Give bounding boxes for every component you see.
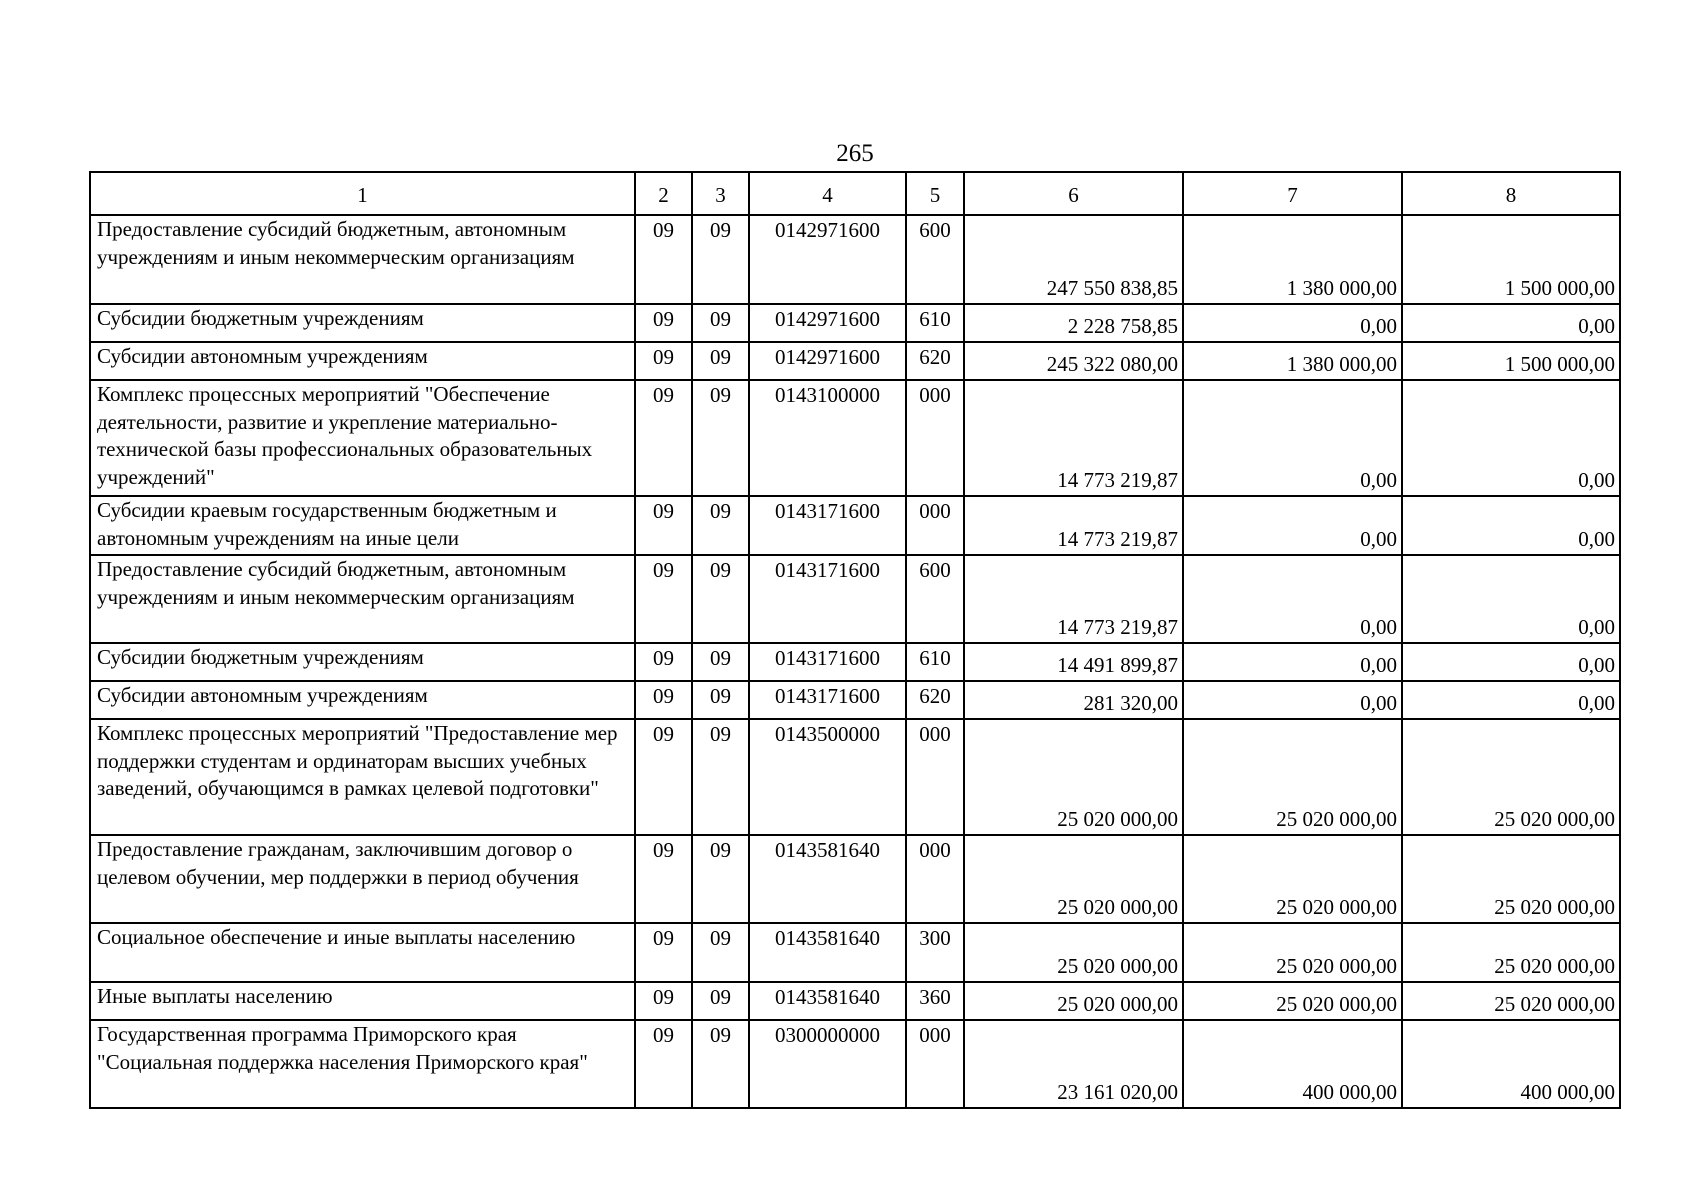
row-code: 610: [906, 643, 964, 681]
row-amount: 0,00: [1402, 555, 1620, 643]
row-code: 0143100000: [749, 380, 906, 496]
row-name: Государственная программа Приморского края "Социальная поддержка населения Приморского края": [90, 1020, 635, 1108]
row-name: Субсидии автономным учреждениям: [90, 681, 635, 719]
row-code: 300: [906, 923, 964, 982]
row-code: 000: [906, 380, 964, 496]
row-amount: 400 000,00: [1402, 1020, 1620, 1108]
column-header: 4: [749, 172, 906, 215]
row-name: Субсидии краевым государственным бюджетным и автономным учреждениям на иные цели: [90, 496, 635, 555]
row-code: 09: [635, 719, 692, 835]
row-amount: 400 000,00: [1183, 1020, 1402, 1108]
row-amount: 25 020 000,00: [1402, 835, 1620, 923]
row-amount: 25 020 000,00: [1183, 923, 1402, 982]
table-header-row: [90, 172, 1620, 215]
row-code: 0143171600: [749, 555, 906, 643]
row-code: 000: [906, 1020, 964, 1108]
row-amount: 0,00: [1402, 681, 1620, 719]
row-amount: 25 020 000,00: [1183, 835, 1402, 923]
row-code: 0143581640: [749, 982, 906, 1020]
row-code: 09: [692, 643, 749, 681]
row-code: 09: [635, 982, 692, 1020]
budget-table: [89, 171, 1621, 1109]
row-code: 0143500000: [749, 719, 906, 835]
row-code: 0143171600: [749, 643, 906, 681]
row-code: 620: [906, 681, 964, 719]
row-code: 600: [906, 215, 964, 304]
row-amount: 247 550 838,85: [964, 215, 1183, 304]
row-code: 09: [635, 923, 692, 982]
row-code: 000: [906, 719, 964, 835]
row-code: 09: [692, 982, 749, 1020]
table-row: [90, 835, 1620, 923]
column-header: 3: [692, 172, 749, 215]
row-code: 0143581640: [749, 923, 906, 982]
row-name: Комплекс процессных мероприятий "Обеспечение деятельности, развитие и укрепление материально-технической базы профессиональных образовательных учреждений": [90, 380, 635, 496]
row-code: 09: [692, 496, 749, 555]
row-amount: 0,00: [1183, 681, 1402, 719]
row-amount: 1 500 000,00: [1402, 342, 1620, 380]
row-amount: 2 228 758,85: [964, 304, 1183, 342]
row-amount: 25 020 000,00: [964, 923, 1183, 982]
row-code: 09: [692, 923, 749, 982]
row-name: Предоставление субсидий бюджетным, автономным учреждениям и иным некоммерческим организациям: [90, 555, 635, 643]
row-amount: 0,00: [1183, 304, 1402, 342]
row-amount: 25 020 000,00: [1183, 719, 1402, 835]
table-row: [90, 380, 1620, 496]
row-code: 09: [692, 304, 749, 342]
row-code: 09: [635, 835, 692, 923]
row-code: 09: [635, 555, 692, 643]
row-amount: 245 322 080,00: [964, 342, 1183, 380]
row-code: 09: [692, 719, 749, 835]
row-code: 620: [906, 342, 964, 380]
row-code: 0143171600: [749, 496, 906, 555]
row-code: 09: [692, 555, 749, 643]
row-code: 000: [906, 496, 964, 555]
row-code: 09: [692, 215, 749, 304]
table-row: [90, 496, 1620, 555]
row-amount: 25 020 000,00: [1402, 719, 1620, 835]
table-row: [90, 304, 1620, 342]
row-name: Субсидии автономным учреждениям: [90, 342, 635, 380]
table-row: [90, 681, 1620, 719]
table-row: [90, 215, 1620, 304]
row-code: 09: [635, 304, 692, 342]
row-amount: 281 320,00: [964, 681, 1183, 719]
page-number: 265: [836, 140, 874, 167]
row-code: 09: [635, 681, 692, 719]
column-header: 8: [1402, 172, 1620, 215]
row-code: 09: [692, 835, 749, 923]
table-row: [90, 643, 1620, 681]
table-row: [90, 923, 1620, 982]
row-amount: 14 773 219,87: [964, 380, 1183, 496]
column-header: 2: [635, 172, 692, 215]
row-amount: 25 020 000,00: [964, 835, 1183, 923]
row-code: 600: [906, 555, 964, 643]
row-code: 09: [635, 215, 692, 304]
table-row: [90, 1020, 1620, 1108]
row-code: 09: [635, 380, 692, 496]
row-amount: 23 161 020,00: [964, 1020, 1183, 1108]
row-amount: 25 020 000,00: [1402, 982, 1620, 1020]
row-code: 0143171600: [749, 681, 906, 719]
row-amount: 1 380 000,00: [1183, 215, 1402, 304]
row-amount: 0,00: [1402, 643, 1620, 681]
row-code: 09: [692, 1020, 749, 1108]
row-amount: 25 020 000,00: [964, 982, 1183, 1020]
row-name: Комплекс процессных мероприятий "Предоставление мер поддержки студентам и ординаторам высших учебных заведений, обучающимся в рамках целевой подготовки": [90, 719, 635, 835]
row-amount: 0,00: [1183, 380, 1402, 496]
row-amount: 0,00: [1402, 496, 1620, 555]
row-code: 09: [635, 342, 692, 380]
row-amount: 25 020 000,00: [964, 719, 1183, 835]
table-row: [90, 555, 1620, 643]
row-code: 0300000000: [749, 1020, 906, 1108]
row-amount: 14 773 219,87: [964, 555, 1183, 643]
row-code: 0142971600: [749, 342, 906, 380]
row-code: 0143581640: [749, 835, 906, 923]
row-code: 610: [906, 304, 964, 342]
row-name: Субсидии бюджетным учреждениям: [90, 643, 635, 681]
row-code: 0142971600: [749, 215, 906, 304]
row-code: 0142971600: [749, 304, 906, 342]
table-row: [90, 982, 1620, 1020]
row-code: 09: [635, 1020, 692, 1108]
table-row: [90, 342, 1620, 380]
row-name: Предоставление гражданам, заключившим договор о целевом обучении, мер поддержки в период обучения: [90, 835, 635, 923]
row-amount: 0,00: [1402, 380, 1620, 496]
row-amount: 0,00: [1183, 496, 1402, 555]
row-amount: 14 491 899,87: [964, 643, 1183, 681]
row-amount: 0,00: [1183, 643, 1402, 681]
row-amount: 1 380 000,00: [1183, 342, 1402, 380]
row-code: 09: [635, 643, 692, 681]
row-name: Иные выплаты населению: [90, 982, 635, 1020]
table-row: [90, 719, 1620, 835]
row-amount: 25 020 000,00: [1183, 982, 1402, 1020]
row-code: 000: [906, 835, 964, 923]
row-amount: 0,00: [1402, 304, 1620, 342]
row-amount: 1 500 000,00: [1402, 215, 1620, 304]
row-amount: 0,00: [1183, 555, 1402, 643]
row-name: Субсидии бюджетным учреждениям: [90, 304, 635, 342]
row-code: 09: [692, 380, 749, 496]
column-header: 1: [90, 172, 635, 215]
row-name: Предоставление субсидий бюджетным, автономным учреждениям и иным некоммерческим организациям: [90, 215, 635, 304]
row-code: 09: [692, 681, 749, 719]
row-code: 360: [906, 982, 964, 1020]
row-code: 09: [635, 496, 692, 555]
column-header: 7: [1183, 172, 1402, 215]
row-amount: 14 773 219,87: [964, 496, 1183, 555]
column-header: 5: [906, 172, 964, 215]
column-header: 6: [964, 172, 1183, 215]
row-amount: 25 020 000,00: [1402, 923, 1620, 982]
row-code: 09: [692, 342, 749, 380]
row-name: Социальное обеспечение и иные выплаты населению: [90, 923, 635, 982]
